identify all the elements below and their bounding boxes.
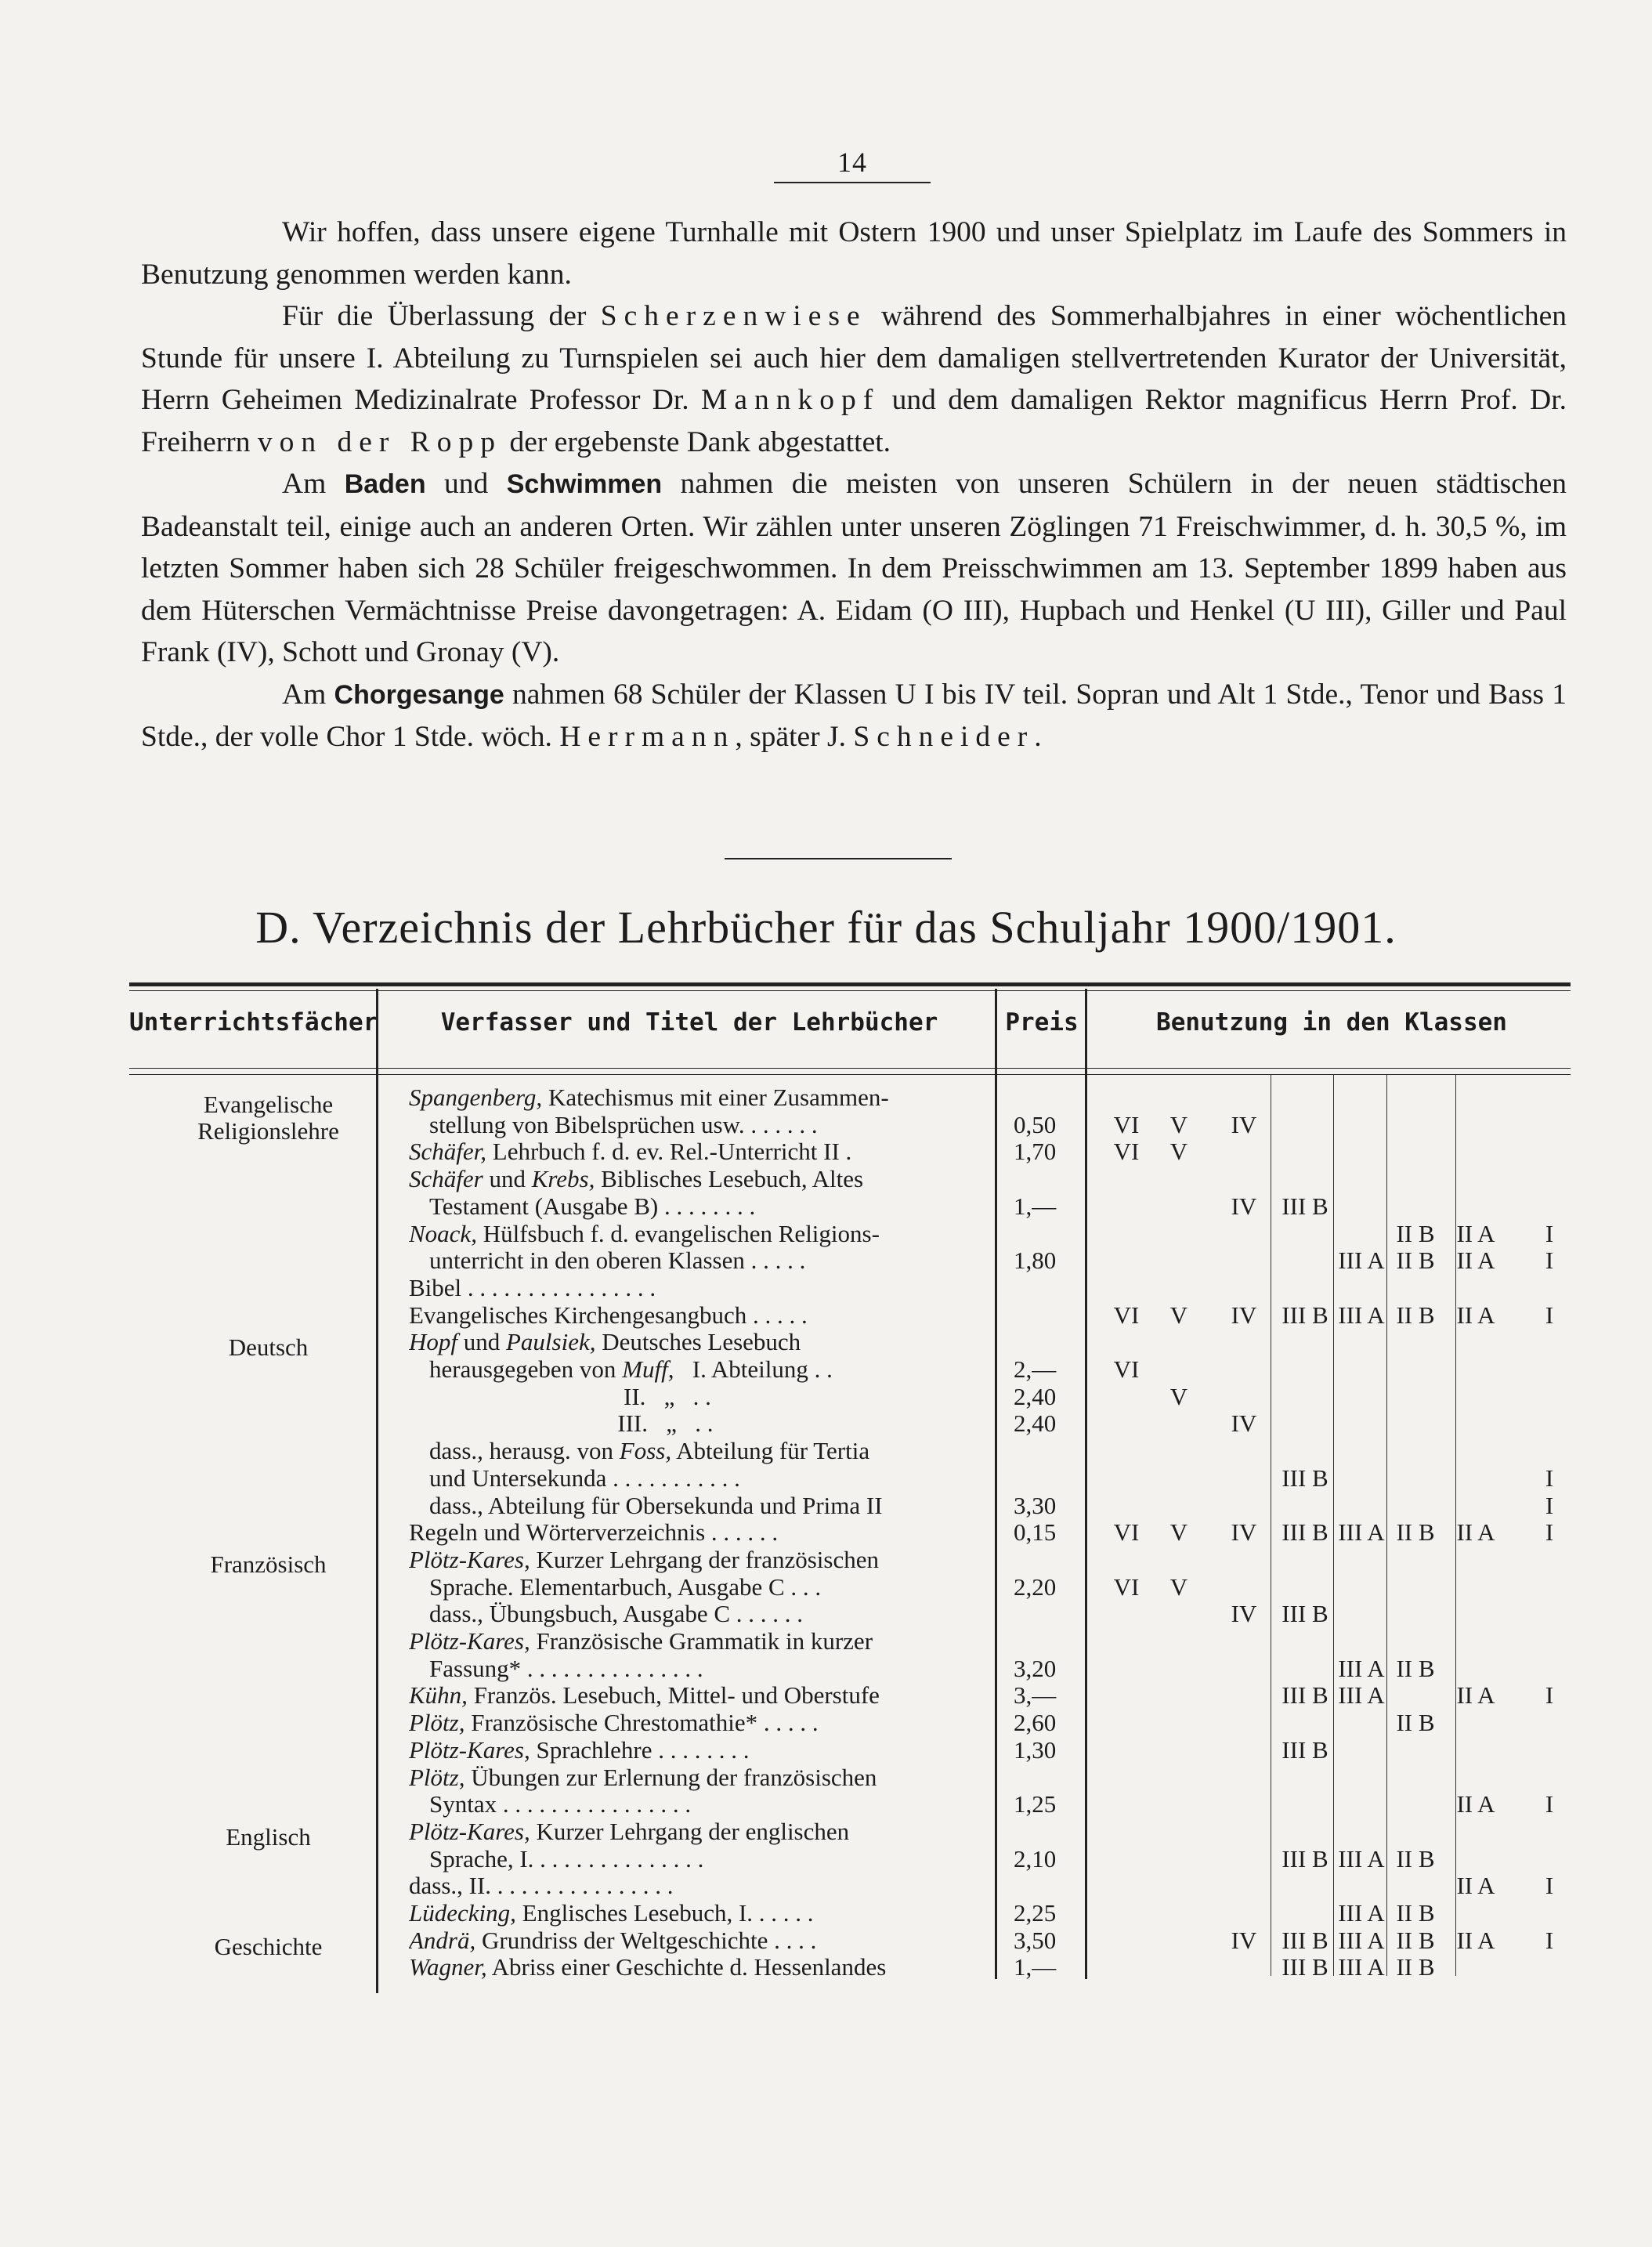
class-cell: III B <box>1281 1953 1328 1981</box>
class-cell: III A <box>1338 1953 1385 1981</box>
middle-rule <box>725 858 952 859</box>
title-text: dass., Abteilung für Obersekunda und Prima II <box>429 1491 883 1519</box>
class-cell: V <box>1169 1110 1188 1138</box>
class-cell: II B <box>1396 1654 1435 1682</box>
table-row <box>0 1872 1652 1899</box>
table-row <box>0 1709 1652 1736</box>
header-rule-double <box>129 1074 1571 1075</box>
author-name: Foss, <box>619 1437 672 1465</box>
book-title <box>429 1845 989 1872</box>
class-cell: VI <box>1113 1138 1140 1166</box>
title-text: Hülfsbuch f. d. evangelischen Religions- <box>476 1219 880 1247</box>
table-row <box>0 1138 1652 1165</box>
table-row <box>0 1111 1652 1138</box>
paragraph <box>141 463 1567 674</box>
class-cell: VI <box>1113 1518 1140 1547</box>
title-text: Abriss einer Geschichte d. Hessenlandes <box>486 1953 887 1981</box>
class-cell: III B <box>1281 1681 1328 1710</box>
book-price: 1,— <box>1014 1192 1057 1220</box>
class-cell: III B <box>1281 1464 1328 1492</box>
class-cell: II A <box>1456 1518 1495 1547</box>
class-cell: I <box>1545 1491 1554 1519</box>
title-text: Testament (Ausgabe B) . . . . . . . . <box>429 1192 756 1220</box>
table-row <box>0 1328 1652 1355</box>
class-cell: III B <box>1281 1600 1328 1628</box>
class-cell: I <box>1545 1518 1554 1547</box>
table-row <box>0 1355 1652 1383</box>
book-title <box>409 1681 989 1709</box>
book-price: 2,40 <box>1014 1382 1057 1410</box>
top-rule <box>774 182 931 183</box>
class-cell: I <box>1545 1681 1554 1710</box>
title-text: Fassung* . . . . . . . . . . . . . . . <box>429 1654 703 1682</box>
text-run: Für die Überlassung der <box>282 300 601 332</box>
table-row <box>0 1681 1652 1709</box>
book-title <box>409 1084 989 1111</box>
book-title <box>409 1220 989 1247</box>
book-price: 1,80 <box>1014 1247 1057 1275</box>
class-cell: V <box>1169 1138 1188 1166</box>
author-name: Kühn, <box>409 1681 468 1710</box>
class-cell: VI <box>1113 1572 1140 1601</box>
class-cell: V <box>1169 1382 1188 1410</box>
table-row <box>0 1409 1652 1437</box>
book-price: 2,20 <box>1014 1572 1057 1601</box>
subject-geschichte: Geschichte <box>214 1933 323 1960</box>
text-run: während des Sommerhalbjahres in einer wöchentlichen Stunde für unsere I. Abteilung zu Turnspielen sei auch hier dem damaligen stellvertretenden Kurator der Universität, Herrn Geheimen Medizinalrate Professor Dr. <box>141 300 1567 416</box>
title-text: I. Abteilung . . <box>674 1355 833 1383</box>
text-run: Schneider <box>853 721 1035 753</box>
header-price: Preis <box>1005 1008 1079 1037</box>
book-price: 2,10 <box>1014 1844 1057 1872</box>
subject-religion: Evangelische Religionslehre <box>197 1091 339 1145</box>
table-row <box>0 1655 1652 1682</box>
author-name: Krebs, <box>531 1165 595 1193</box>
class-cell: IV <box>1231 1600 1257 1628</box>
author-name: Andrä, <box>409 1926 476 1954</box>
book-price: 0,15 <box>1014 1518 1057 1547</box>
class-cell: VI <box>1113 1110 1140 1138</box>
class-cell: II A <box>1456 1872 1495 1900</box>
title-text: Abteilung für Tertia <box>671 1437 870 1465</box>
text-run: Baden <box>344 469 426 499</box>
author-name: Plötz, <box>409 1763 465 1791</box>
header-classes: Benutzung in den Klassen <box>1156 1008 1507 1037</box>
class-cell: III B <box>1281 1735 1328 1764</box>
class-cell: IV <box>1231 1192 1257 1220</box>
class-cell: III A <box>1338 1681 1385 1710</box>
author-name: Muff, <box>622 1355 674 1383</box>
class-cell: III B <box>1281 1192 1328 1220</box>
book-title <box>409 1328 989 1355</box>
author-name: Plötz-Kares, <box>409 1627 530 1655</box>
book-title <box>429 1790 989 1818</box>
class-cell: II B <box>1396 1844 1435 1872</box>
table-row <box>0 1573 1652 1601</box>
book-price: 0,50 <box>1014 1110 1057 1138</box>
title-text: Biblisches Lesebuch, Altes <box>595 1165 864 1193</box>
table-row <box>0 1165 1652 1192</box>
header-titles: Verfasser und Titel der Lehrbücher <box>440 1008 938 1037</box>
text-run: Herrmann <box>559 721 736 753</box>
text-run: und dem damaligen Rektor magnificus Herrn Prof. Dr. Freiherrn <box>141 384 1567 458</box>
table-row <box>0 1899 1652 1927</box>
author-name: Plötz, <box>409 1709 465 1737</box>
book-price: 3,— <box>1014 1681 1057 1710</box>
title-text: Grundriss der Weltgeschichte . . . . <box>475 1926 817 1954</box>
book-title <box>429 1573 989 1601</box>
table-row <box>0 1492 1652 1519</box>
class-cell: V <box>1169 1301 1188 1329</box>
title-text: unterricht in den oberen Klassen . . . . . <box>429 1247 806 1275</box>
table-row <box>0 1084 1652 1111</box>
section-title: D. Verzeichnis der Lehrbücher für das Schuljahr 1900/1901. <box>255 902 1397 953</box>
text-run: der ergebenste Dank abgestattet. <box>502 425 891 458</box>
book-title <box>429 1192 989 1220</box>
title-text: Französische Grammatik in kurzer <box>530 1627 873 1655</box>
title-text: dass., herausg. von <box>429 1437 620 1465</box>
class-cell: II B <box>1396 1926 1435 1954</box>
title-text: Lehrbuch f. d. ev. Rel.-Unterricht II . <box>486 1138 852 1166</box>
book-price: 2,25 <box>1014 1899 1057 1927</box>
class-cell: III B <box>1281 1518 1328 1547</box>
class-cell: V <box>1169 1518 1188 1547</box>
class-cell: III A <box>1338 1926 1385 1954</box>
text-run: Scherzenwiese <box>600 300 867 332</box>
title-text: Sprache. Elementarbuch, Ausgabe C . . . <box>429 1572 822 1601</box>
table-row <box>0 1518 1652 1546</box>
class-cell: I <box>1545 1790 1554 1818</box>
book-title <box>409 1301 989 1329</box>
class-cell: I <box>1545 1219 1554 1247</box>
title-text: stellung von Bibelsprüchen usw. . . . . . . <box>429 1110 818 1138</box>
book-title <box>409 1899 989 1927</box>
author-name: Plötz-Kares, <box>409 1545 530 1573</box>
text-run: nahmen 68 Schüler der Klassen U I bis IV teil. Sopran und Alt 1 Stde., Tenor und Bass 1 Stde., der volle Chor 1 Stde. wöch. <box>141 678 1567 753</box>
author-name: Hopf <box>409 1328 457 1356</box>
table-top-rule <box>129 982 1571 986</box>
text-run: Wir hoffen, dass unsere eigene Turnhalle mit Ostern 1900 und unser Spielplatz im Laufe des Sommers in Benutzung genommen werden kann. <box>141 216 1567 291</box>
title-text: Katechismus mit einer Zusammen- <box>542 1084 889 1111</box>
book-title <box>429 1464 989 1492</box>
book-title <box>429 1492 989 1519</box>
title-text: und <box>483 1165 532 1193</box>
class-cell: IV <box>1231 1518 1257 1547</box>
text-run: Schwimmen <box>506 469 663 499</box>
author-name: Spangenberg, <box>409 1084 543 1111</box>
author-name: Noack, <box>409 1219 477 1247</box>
header-rule <box>129 1068 1571 1069</box>
book-title <box>409 1138 989 1165</box>
class-cell: III B <box>1281 1301 1328 1329</box>
text-run: Am <box>282 678 334 711</box>
book-title <box>429 1355 989 1383</box>
text-run: Chorgesange <box>334 679 504 710</box>
class-cell: VI <box>1113 1301 1140 1329</box>
table-row <box>0 1764 1652 1791</box>
class-cell: I <box>1545 1926 1554 1954</box>
book-price: 1,70 <box>1014 1138 1057 1166</box>
title-text: Syntax . . . . . . . . . . . . . . . . <box>429 1790 692 1818</box>
class-cell: I <box>1545 1872 1554 1900</box>
page-number: 14 <box>837 147 867 178</box>
author-name: Plötz-Kares, <box>409 1735 530 1764</box>
class-cell: III A <box>1338 1899 1385 1927</box>
class-cell: I <box>1545 1301 1554 1329</box>
class-cell: II B <box>1396 1953 1435 1981</box>
title-text: II. „ . . <box>429 1382 711 1410</box>
book-price: 1,30 <box>1014 1735 1057 1764</box>
paragraph <box>141 212 1567 295</box>
book-title <box>409 1518 989 1546</box>
class-cell: VI <box>1113 1355 1140 1383</box>
subject-franzoesisch: Französisch <box>210 1550 327 1578</box>
book-price: 2,60 <box>1014 1709 1057 1737</box>
book-title <box>429 1383 989 1410</box>
class-cell: III A <box>1338 1301 1385 1329</box>
book-price: 1,— <box>1014 1953 1057 1981</box>
table-row <box>0 1247 1652 1274</box>
table-row <box>0 1437 1652 1464</box>
title-text: Französ. Lesebuch, Mittel- und Oberstufe <box>467 1681 880 1710</box>
book-title <box>409 1736 989 1764</box>
class-cell: IV <box>1231 1926 1257 1954</box>
class-cell: III A <box>1338 1518 1385 1547</box>
table-top-rule-thin <box>129 990 1571 991</box>
class-cell: III B <box>1281 1926 1328 1954</box>
book-price: 3,20 <box>1014 1654 1057 1682</box>
class-cell: II A <box>1456 1790 1495 1818</box>
header-subjects: Unterrichtsfächer <box>129 1008 378 1037</box>
text-run: von der Ropp <box>257 425 503 458</box>
title-text: Sprachlehre . . . . . . . . <box>530 1735 750 1764</box>
class-cell: V <box>1169 1572 1188 1601</box>
author-name: Schäfer <box>409 1165 483 1193</box>
title-text: und <box>457 1328 506 1356</box>
class-cell: IV <box>1231 1301 1257 1329</box>
book-title <box>409 1818 989 1845</box>
table-row <box>0 1953 1652 1981</box>
table-row <box>0 1845 1652 1872</box>
class-cell: I <box>1545 1247 1554 1275</box>
book-price: 2,— <box>1014 1355 1057 1383</box>
author-name: Plötz-Kares, <box>409 1817 530 1845</box>
class-cell: III A <box>1338 1247 1385 1275</box>
book-title <box>429 1409 989 1437</box>
book-title <box>409 1709 989 1736</box>
book-title <box>429 1247 989 1274</box>
book-title <box>409 1764 989 1791</box>
table-row <box>0 1274 1652 1301</box>
book-title <box>409 1953 989 1981</box>
book-title <box>429 1655 989 1682</box>
class-cell: II B <box>1396 1709 1435 1737</box>
author-name: Schäfer, <box>409 1138 487 1166</box>
book-title <box>409 1627 989 1655</box>
text-run: Am <box>282 468 345 500</box>
table-row <box>0 1220 1652 1247</box>
book-title <box>409 1872 989 1899</box>
title-text: Kurzer Lehrgang der englischen <box>530 1817 850 1845</box>
table-row <box>0 1192 1652 1220</box>
title-text: Sprache, I. . . . . . . . . . . . . . . <box>429 1844 704 1872</box>
table-row <box>0 1464 1652 1492</box>
book-price: 3,30 <box>1014 1491 1057 1519</box>
table-row <box>0 1301 1652 1329</box>
table-row <box>0 1627 1652 1655</box>
class-cell: IV <box>1231 1409 1257 1438</box>
class-cell: II A <box>1456 1926 1495 1954</box>
title-text: Übungen zur Erlernung der französischen <box>465 1763 877 1791</box>
title-text: Französische Chrestomathie* . . . . . <box>465 1709 819 1737</box>
class-cell: II B <box>1396 1219 1435 1247</box>
class-cell: III B <box>1281 1844 1328 1872</box>
subject-englisch: Englisch <box>226 1823 311 1851</box>
subject-deutsch: Deutsch <box>228 1333 309 1361</box>
table-row <box>0 1790 1652 1818</box>
table-row <box>0 1818 1652 1845</box>
title-text: und Untersekunda . . . . . . . . . . . <box>429 1464 740 1492</box>
book-price: 2,40 <box>1014 1409 1057 1438</box>
table-row <box>0 1546 1652 1573</box>
table-row <box>0 1383 1652 1410</box>
class-cell: II A <box>1456 1681 1495 1710</box>
class-cell: II B <box>1396 1247 1435 1275</box>
title-text: Regeln und Wörterverzeichnis . . . . . . <box>409 1518 779 1547</box>
class-cell: IV <box>1231 1110 1257 1138</box>
book-price: 1,25 <box>1014 1790 1057 1818</box>
author-name: Wagner, <box>409 1953 487 1981</box>
title-text: Evangelisches Kirchengesangbuch . . . . . <box>409 1301 808 1329</box>
intro-text <box>141 212 1567 758</box>
title-text: Deutsches Lesebuch <box>595 1328 801 1356</box>
title-text: herausgegeben von <box>429 1355 623 1383</box>
class-cell: II A <box>1456 1247 1495 1275</box>
title-text: III. „ . . <box>429 1409 714 1438</box>
book-title <box>409 1274 989 1301</box>
book-title <box>409 1546 989 1573</box>
class-cell: II A <box>1456 1219 1495 1247</box>
table-row <box>0 1736 1652 1764</box>
paragraph <box>141 674 1567 758</box>
table-row <box>0 1600 1652 1627</box>
class-cell: II B <box>1396 1518 1435 1547</box>
book-title <box>409 1927 989 1954</box>
class-cell: II B <box>1396 1301 1435 1329</box>
table-row <box>0 1927 1652 1954</box>
text-run: nahmen die meisten von unseren Schülern in der neuen städtischen Badeanstalt teil, einige auch an anderen Orten. Wir zählen unter unseren Zöglingen 71 Freischwimmer, d. h. 30,5 %, im letzten Sommer haben sich 28 Schüler freigeschwommen. In dem Preisschwimmen am 13. September 1899 haben aus dem Hüterschen Vermächtnisse Preise davongetragen: A. Eidam (O III), Hupbach und Henkel (U III), Giller und Paul Frank (IV), Schott und Gronay (V). <box>141 468 1567 668</box>
author-name: Paulsiek, <box>506 1328 596 1356</box>
text-run: . <box>1034 721 1042 753</box>
title-text: Kurzer Lehrgang der französischen <box>530 1545 879 1573</box>
class-cell: II A <box>1456 1301 1495 1329</box>
text-run: und <box>425 468 507 500</box>
book-title <box>429 1111 989 1138</box>
class-cell: I <box>1545 1464 1554 1492</box>
title-text: dass., II. . . . . . . . . . . . . . . . <box>409 1872 674 1900</box>
class-cell: III A <box>1338 1654 1385 1682</box>
text-run: Mannkopf <box>701 384 880 416</box>
book-title <box>429 1437 989 1464</box>
book-title <box>429 1600 989 1627</box>
book-title <box>409 1165 989 1192</box>
title-text: Englisches Lesebuch, I. . . . . . <box>515 1899 814 1927</box>
title-text: Bibel . . . . . . . . . . . . . . . . <box>409 1273 656 1301</box>
text-run: , später J. <box>735 721 854 753</box>
title-text: dass., Übungsbuch, Ausgabe C . . . . . . <box>429 1600 804 1628</box>
paragraph <box>141 295 1567 463</box>
author-name: Lüdecking, <box>409 1899 516 1927</box>
book-price: 3,50 <box>1014 1926 1057 1954</box>
class-cell: III A <box>1338 1844 1385 1872</box>
class-cell: II B <box>1396 1899 1435 1927</box>
